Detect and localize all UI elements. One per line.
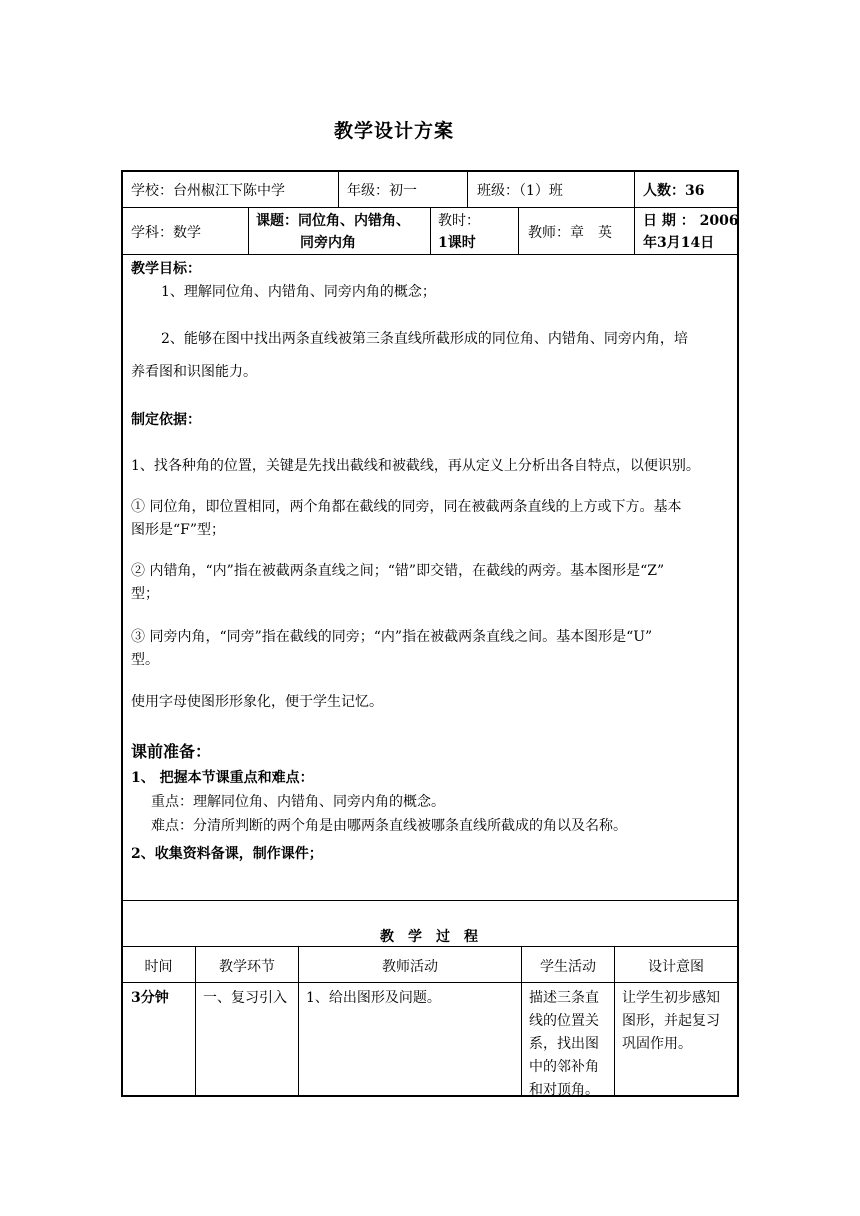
prep-difficulty: 难点：分清所判断的两个角是由哪两条直线被哪条直线所截成的角以及名称。 (151, 818, 627, 834)
row-divider (121, 946, 739, 947)
row-teacher-activity: 1、给出图形及问题。 (306, 990, 441, 1006)
class-field: 班级：（1）班 (477, 183, 563, 199)
col-divider (634, 171, 635, 254)
row-design-intent-line: 图形，并起复习 (622, 1013, 720, 1029)
row-student-activity-line: 系，找出图 (529, 1036, 599, 1052)
basis-paragraph: 1、找各种角的位置，关键是先找出截线和被截线，再从定义上分析出各自特点，以便识别。 (131, 458, 700, 474)
objective-item-continued: 养看图和识图能力。 (131, 364, 257, 380)
process-heading: 教 学 过 程 (380, 929, 478, 945)
basis-paragraph: 型。 (131, 652, 159, 668)
prep-key-point: 重点：理解同位角、内错角、同旁内角的概念。 (151, 794, 445, 810)
row-time: 3分钟 (131, 990, 169, 1006)
basis-paragraph: ① 同位角，即位置相同，两个角都在截线的同旁，同在被截两条直线的上方或下方。基本 (131, 499, 682, 515)
basis-paragraph: 图形是“F”型； (131, 522, 226, 538)
objectives-heading: 教学目标： (131, 261, 201, 277)
date-field-line1: 日 期 ： 2006 (643, 213, 739, 229)
row-design-intent-line: 让学生初步感知 (622, 990, 720, 1006)
row-divider (121, 982, 739, 983)
basis-paragraph: 型； (131, 586, 159, 602)
column-header-design-intent: 设计意图 (648, 959, 704, 975)
row-divider (121, 900, 739, 901)
row-stage: 一、复习引入 (203, 990, 287, 1006)
basis-paragraph: ③ 同旁内角，“同旁”指在截线的同旁；“内”指在被截两条直线之间。基本图形是“U” (131, 629, 653, 645)
hours-field-line2: 1课时 (438, 235, 476, 251)
hours-field-line1: 教时： (438, 213, 480, 229)
row-student-activity-line: 描述三条直 (529, 990, 599, 1006)
col-divider (430, 207, 431, 254)
row-student-activity-line: 线的位置关 (529, 1013, 599, 1029)
teacher-field: 教师：章 英 (528, 225, 612, 241)
row-design-intent-line: 巩固作用。 (622, 1036, 692, 1052)
student-count-field: 人数：36 (643, 183, 705, 199)
basis-paragraph: 使用字母使图形形象化，便于学生记忆。 (131, 694, 383, 710)
basis-paragraph: ② 内错角，“内”指在被截两条直线之间；“错”即交错，在截线的两旁。基本图形是“Z” (131, 563, 665, 579)
basis-heading: 制定依据： (131, 412, 201, 428)
grade-field: 年级：初一 (347, 183, 417, 199)
document-title: 教学设计方案 (333, 120, 454, 142)
col-divider (467, 171, 468, 207)
objective-item: 1、理解同位角、内错角、同旁内角的概念； (161, 284, 436, 300)
objective-item: 2、能够在图中找出两条直线被第三条直线所截形成的同位角、内错角、同旁内角，培 (161, 331, 688, 347)
column-header-time: 时间 (144, 959, 173, 975)
subject-field: 学科：数学 (131, 225, 201, 241)
table-top-border (121, 170, 739, 172)
row-student-activity-line: 和对顶角。 (529, 1082, 599, 1098)
date-field-line2: 年3月14日 (643, 235, 715, 251)
school-field: 学校：台州椒江下陈中学 (131, 183, 285, 199)
topic-field-line1: 课题：同位角、内错角、 (256, 213, 410, 229)
column-header-teacher-activity: 教师活动 (382, 959, 438, 975)
prep-item: 1、 把握本节课重点和难点： (131, 770, 314, 786)
col-divider (518, 207, 519, 254)
prep-item: 2、收集资料备课，制作课件； (131, 846, 323, 862)
topic-field-line2: 同旁内角 (300, 235, 356, 251)
table-right-border (737, 170, 739, 1096)
table-bottom-border (121, 1095, 739, 1097)
column-header-stage: 教学环节 (219, 959, 275, 975)
row-student-activity-line: 中的邻补角 (529, 1059, 599, 1075)
row-divider (121, 254, 739, 255)
column-header-student-activity: 学生活动 (540, 959, 596, 975)
prep-heading: 课前准备： (131, 742, 212, 761)
col-divider (338, 171, 339, 207)
col-divider (248, 207, 249, 254)
